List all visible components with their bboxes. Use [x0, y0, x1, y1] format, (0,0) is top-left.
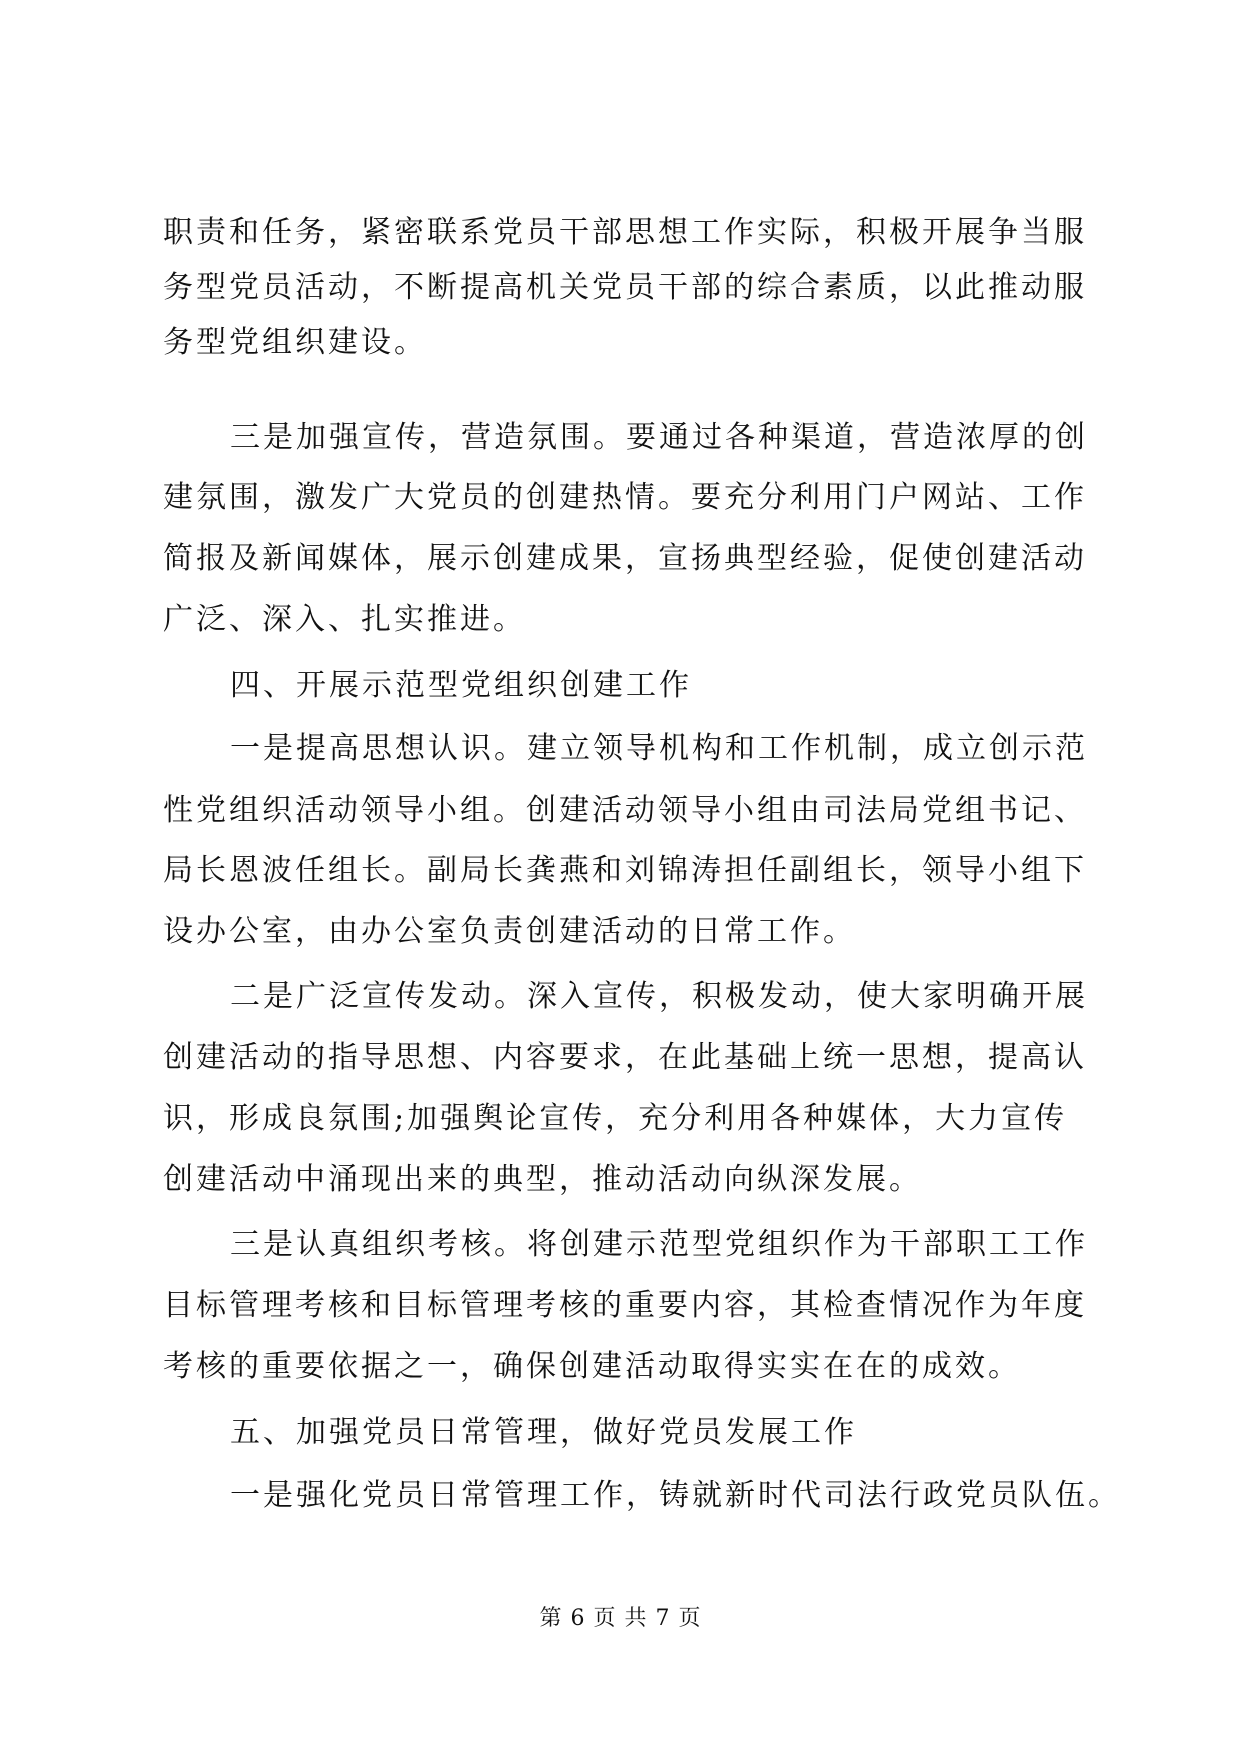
paragraph-line: 一是提高思想认识。建立领导机构和工作机制，成立创示范 — [230, 731, 1088, 766]
paragraph-line: 广泛、深入、扎实推进。 — [163, 602, 526, 637]
paragraph-line: 二是广泛宣传发动。深入宣传，积极发动，使大家明确开展 — [230, 979, 1088, 1014]
paragraph-line: 务型党组织建设。 — [163, 325, 427, 360]
paragraph-line: 建氛围，激发广大党员的创建热情。要充分利用门户网站、工作 — [163, 480, 1087, 515]
section-heading: 四、开展示范型党组织创建工作 — [230, 668, 692, 703]
paragraph-line: 识，形成良氛围;加强舆论宣传，充分利用各种媒体，大力宣传 — [163, 1101, 1068, 1136]
paragraph-line: 局长恩波任组长。副局长龚燕和刘锦涛担任副组长，领导小组下 — [163, 853, 1087, 888]
page-number-footer: 第 6 页 共 7 页 — [539, 1606, 702, 1631]
paragraph-line: 创建活动的指导思想、内容要求，在此基础上统一思想，提高认 — [163, 1040, 1087, 1075]
paragraph-line: 性党组织活动领导小组。创建活动领导小组由司法局党组书记、 — [163, 793, 1087, 828]
paragraph-line: 设办公室，由办公室负责创建活动的日常工作。 — [163, 914, 856, 949]
paragraph-line: 简报及新闻媒体，展示创建成果，宣扬典型经验，促使创建活动 — [163, 541, 1087, 576]
paragraph-line: 一是强化党员日常管理工作，铸就新时代司法行政党员队伍。 — [230, 1478, 1121, 1513]
paragraph-line: 考核的重要依据之一，确保创建活动取得实实在在的成效。 — [163, 1349, 1021, 1384]
paragraph-line: 三是加强宣传，营造氛围。要通过各种渠道，营造浓厚的创 — [230, 420, 1088, 455]
paragraph-line: 职责和任务，紧密联系党员干部思想工作实际，积极开展争当服 — [163, 215, 1087, 250]
paragraph-line: 目标管理考核和目标管理考核的重要内容，其检查情况作为年度 — [163, 1288, 1087, 1323]
paragraph-line: 务型党员活动，不断提高机关党员干部的综合素质，以此推动服 — [163, 270, 1087, 305]
section-heading: 五、加强党员日常管理，做好党员发展工作 — [230, 1415, 857, 1450]
paragraph-line: 创建活动中涌现出来的典型，推动活动向纵深发展。 — [163, 1162, 922, 1197]
paragraph-line: 三是认真组织考核。将创建示范型党组织作为干部职工工作 — [230, 1227, 1088, 1262]
